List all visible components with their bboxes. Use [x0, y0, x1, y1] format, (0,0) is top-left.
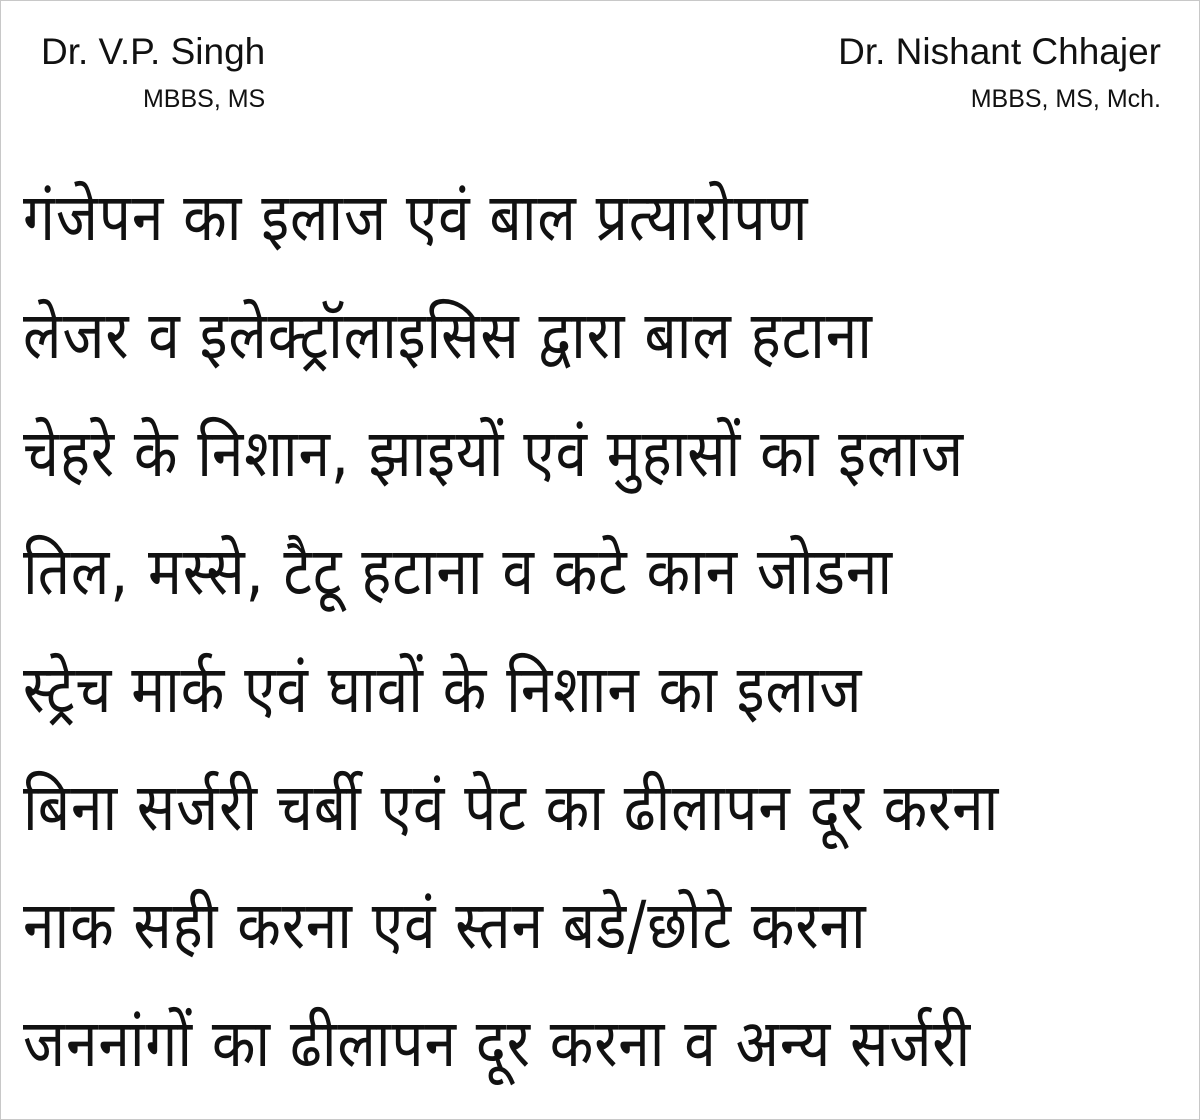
doctor-left [41, 31, 265, 115]
service-line: जननांगों का ढीलापन दूर करना व अन्य सर्जरी [23, 1005, 972, 1082]
doctor-left-name: Dr. V.P. Singh [41, 31, 266, 72]
doctor-right [838, 31, 1161, 115]
service-line: गंजेपन का इलाज एवं बाल प्रत्यारोपण [23, 179, 809, 256]
doctor-left-qualification: MBBS, MS [142, 85, 266, 113]
services-list [23, 166, 1183, 1110]
service-line: स्ट्रेच मार्क एवं घावों के निशान का इलाज [23, 651, 863, 728]
doctor-right-qualification: MBBS, MS, Mch. [970, 85, 1161, 113]
service-line: तिल, मस्से, टैटू हटाना व कटे कान जोडना [23, 533, 893, 610]
service-line: बिना सर्जरी चर्बी एवं पेट का ढीलापन दूर करना [23, 769, 1000, 846]
doctor-right-name: Dr. Nishant Chhajer [838, 31, 1161, 72]
service-line: लेजर व इलेक्ट्रॉलाइसिस द्वारा बाल हटाना [23, 297, 873, 374]
service-line: चेहरे के निशान, झाइयों एवं मुहासों का इलाज [23, 415, 964, 492]
service-line: नाक सही करना एवं स्तन बडे/छोटे करना [23, 887, 867, 964]
